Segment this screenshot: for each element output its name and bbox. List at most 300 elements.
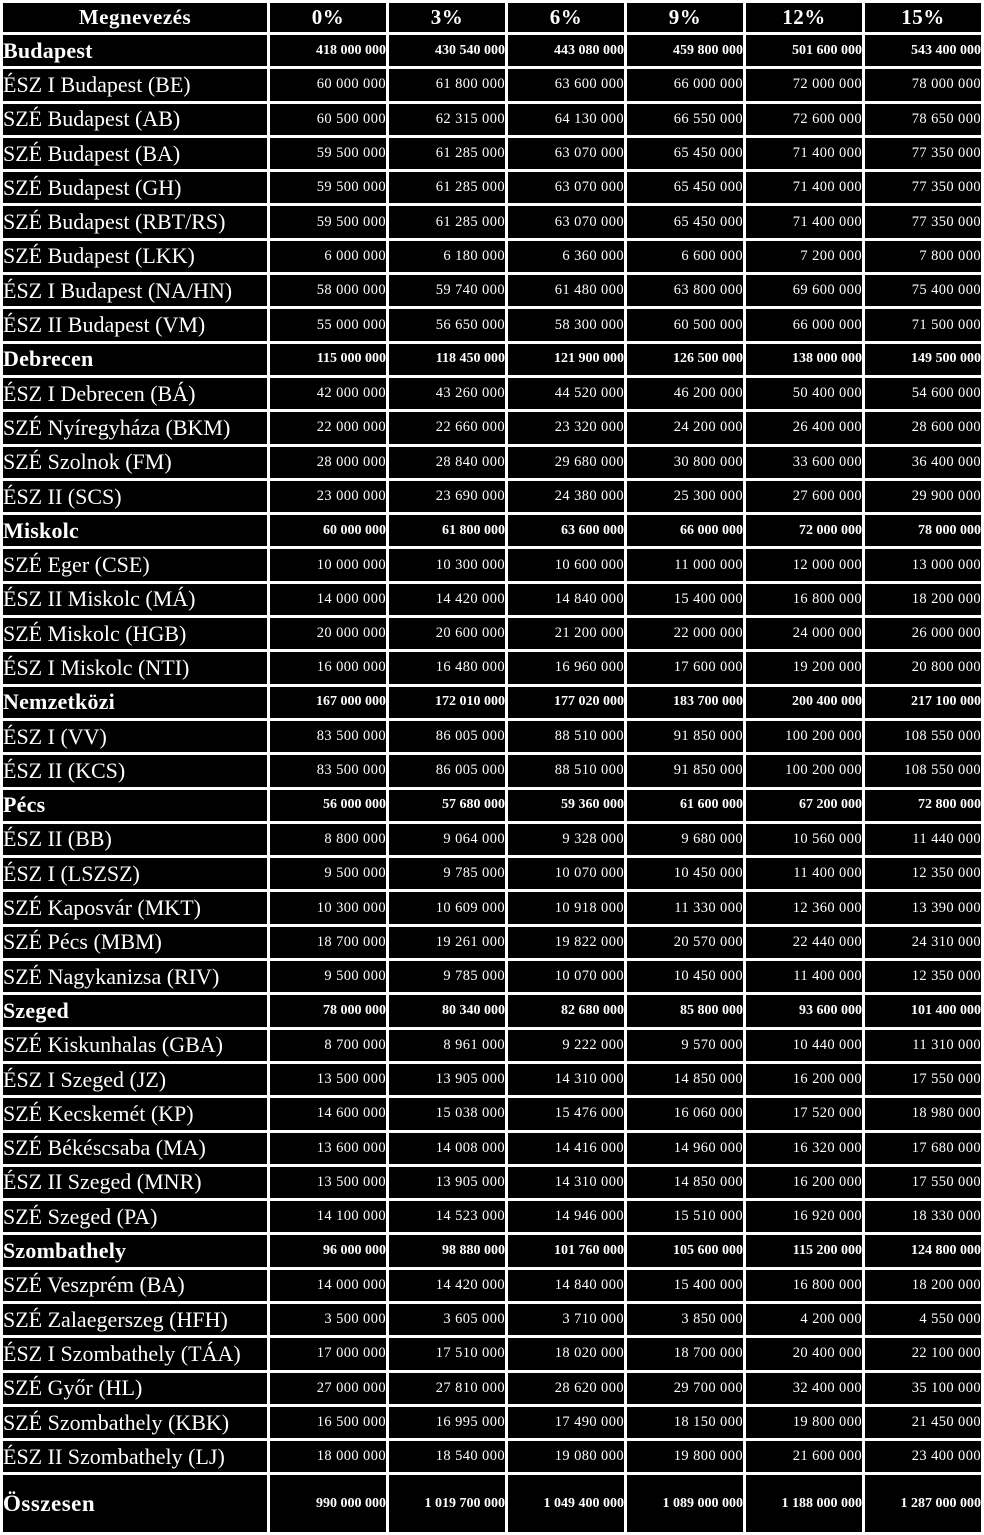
value-cell: 12 000 000 <box>746 549 862 580</box>
value-cell: 21 600 000 <box>746 1441 862 1472</box>
value-cell: 60 500 000 <box>270 104 386 135</box>
value-cell: 22 660 000 <box>389 412 505 443</box>
value-cell: 13 905 000 <box>389 1064 505 1095</box>
value-cell: 11 440 000 <box>865 824 981 855</box>
table-row <box>3 241 981 272</box>
table-row <box>3 549 981 580</box>
value-cell: 4 200 000 <box>746 1304 862 1335</box>
value-cell: 7 800 000 <box>865 241 981 272</box>
value-cell: 60 500 000 <box>627 309 743 340</box>
value-cell: 24 310 000 <box>865 927 981 958</box>
value-cell: 71 500 000 <box>865 309 981 340</box>
value-cell: 543 400 000 <box>865 35 981 66</box>
value-cell: 10 300 000 <box>270 892 386 923</box>
row-name-cell: ÉSZ I (VV) <box>3 721 267 752</box>
row-name-cell: ÉSZ I Debrecen (BÁ) <box>3 378 267 409</box>
table-row <box>3 275 981 306</box>
value-cell: 28 620 000 <box>508 1373 624 1404</box>
row-name-cell: SZÉ Szolnok (FM) <box>3 447 267 478</box>
value-cell: 23 400 000 <box>865 1441 981 1472</box>
value-cell: 19 800 000 <box>746 1407 862 1438</box>
table-row <box>3 652 981 683</box>
value-cell: 10 560 000 <box>746 824 862 855</box>
value-cell: 12 350 000 <box>865 858 981 889</box>
table-row <box>3 721 981 752</box>
table-row <box>3 1304 981 1335</box>
value-cell: 59 500 000 <box>270 172 386 203</box>
value-cell: 6 360 000 <box>508 241 624 272</box>
row-name-cell: ÉSZ II Szeged (MNR) <box>3 1167 267 1198</box>
value-cell: 20 400 000 <box>746 1338 862 1369</box>
value-cell: 57 680 000 <box>389 790 505 821</box>
value-cell: 27 000 000 <box>270 1373 386 1404</box>
value-cell: 14 000 000 <box>270 584 386 615</box>
row-name-cell: SZÉ Budapest (AB) <box>3 104 267 135</box>
group-row <box>3 515 981 546</box>
value-cell: 18 020 000 <box>508 1338 624 1369</box>
value-cell: 59 360 000 <box>508 790 624 821</box>
group-row <box>3 1235 981 1266</box>
table-row <box>3 1098 981 1129</box>
row-name-cell: ÉSZ I Szeged (JZ) <box>3 1064 267 1095</box>
value-cell: 86 005 000 <box>389 755 505 786</box>
value-cell: 22 100 000 <box>865 1338 981 1369</box>
header-3pct: 3% <box>389 3 505 32</box>
value-cell: 77 350 000 <box>865 172 981 203</box>
value-cell: 501 600 000 <box>746 35 862 66</box>
value-cell: 25 300 000 <box>627 481 743 512</box>
table-row <box>3 378 981 409</box>
table-row <box>3 858 981 889</box>
value-cell: 16 000 000 <box>270 652 386 683</box>
value-cell: 18 150 000 <box>627 1407 743 1438</box>
value-cell: 20 000 000 <box>270 618 386 649</box>
value-cell: 200 400 000 <box>746 687 862 718</box>
value-cell: 54 600 000 <box>865 378 981 409</box>
value-cell: 10 000 000 <box>270 549 386 580</box>
value-cell: 108 550 000 <box>865 721 981 752</box>
value-cell: 59 740 000 <box>389 275 505 306</box>
value-cell: 16 800 000 <box>746 584 862 615</box>
value-cell: 10 070 000 <box>508 858 624 889</box>
row-name-cell: ÉSZ II Budapest (VM) <box>3 309 267 340</box>
value-cell: 55 000 000 <box>270 309 386 340</box>
value-cell: 11 400 000 <box>746 858 862 889</box>
table-row <box>3 172 981 203</box>
value-cell: 9 222 000 <box>508 1030 624 1061</box>
value-cell: 10 609 000 <box>389 892 505 923</box>
value-cell: 16 995 000 <box>389 1407 505 1438</box>
row-name-cell: SZÉ Győr (HL) <box>3 1373 267 1404</box>
value-cell: 29 900 000 <box>865 481 981 512</box>
value-cell: 14 850 000 <box>627 1167 743 1198</box>
value-cell: 77 350 000 <box>865 206 981 237</box>
value-cell: 63 600 000 <box>508 515 624 546</box>
value-cell: 78 000 000 <box>865 515 981 546</box>
value-cell: 35 100 000 <box>865 1373 981 1404</box>
value-cell: 24 000 000 <box>746 618 862 649</box>
table-row <box>3 481 981 512</box>
value-cell: 20 600 000 <box>389 618 505 649</box>
value-cell: 11 000 000 <box>627 549 743 580</box>
value-cell: 1 188 000 000 <box>746 1475 862 1532</box>
table-row <box>3 755 981 786</box>
value-cell: 15 476 000 <box>508 1098 624 1129</box>
value-cell: 16 200 000 <box>746 1064 862 1095</box>
value-cell: 443 080 000 <box>508 35 624 66</box>
value-cell: 29 680 000 <box>508 447 624 478</box>
value-cell: 98 880 000 <box>389 1235 505 1266</box>
header-row <box>3 3 981 32</box>
value-cell: 59 500 000 <box>270 138 386 169</box>
row-name-cell: SZÉ Nagykanizsa (RIV) <box>3 961 267 992</box>
value-cell: 9 570 000 <box>627 1030 743 1061</box>
value-cell: 29 700 000 <box>627 1373 743 1404</box>
row-name-cell: ÉSZ II (KCS) <box>3 755 267 786</box>
value-cell: 15 510 000 <box>627 1201 743 1232</box>
value-cell: 33 600 000 <box>746 447 862 478</box>
value-cell: 17 000 000 <box>270 1338 386 1369</box>
row-name-cell: ÉSZ I Szombathely (TÁA) <box>3 1338 267 1369</box>
value-cell: 100 200 000 <box>746 755 862 786</box>
value-cell: 61 285 000 <box>389 206 505 237</box>
value-cell: 16 500 000 <box>270 1407 386 1438</box>
value-cell: 85 800 000 <box>627 995 743 1026</box>
value-cell: 105 600 000 <box>627 1235 743 1266</box>
value-cell: 44 520 000 <box>508 378 624 409</box>
value-cell: 36 400 000 <box>865 447 981 478</box>
value-cell: 17 490 000 <box>508 1407 624 1438</box>
value-cell: 17 510 000 <box>389 1338 505 1369</box>
value-cell: 27 810 000 <box>389 1373 505 1404</box>
value-cell: 20 570 000 <box>627 927 743 958</box>
value-cell: 10 450 000 <box>627 858 743 889</box>
value-cell: 17 520 000 <box>746 1098 862 1129</box>
row-name-cell: SZÉ Kecskemét (KP) <box>3 1098 267 1129</box>
value-cell: 6 000 000 <box>270 241 386 272</box>
value-cell: 16 960 000 <box>508 652 624 683</box>
value-cell: 9 064 000 <box>389 824 505 855</box>
value-cell: 71 400 000 <box>746 138 862 169</box>
value-cell: 22 440 000 <box>746 927 862 958</box>
value-cell: 18 540 000 <box>389 1441 505 1472</box>
value-cell: 1 287 000 000 <box>865 1475 981 1532</box>
row-name-cell: Összesen <box>3 1475 267 1532</box>
row-name-cell: SZÉ Pécs (MBM) <box>3 927 267 958</box>
value-cell: 61 285 000 <box>389 138 505 169</box>
row-name-cell: ÉSZ I Miskolc (NTI) <box>3 652 267 683</box>
value-cell: 42 000 000 <box>270 378 386 409</box>
value-cell: 19 200 000 <box>746 652 862 683</box>
header-12pct: 12% <box>746 3 862 32</box>
value-cell: 93 600 000 <box>746 995 862 1026</box>
value-cell: 28 000 000 <box>270 447 386 478</box>
value-cell: 19 261 000 <box>389 927 505 958</box>
value-cell: 18 200 000 <box>865 584 981 615</box>
value-cell: 23 000 000 <box>270 481 386 512</box>
table-row <box>3 618 981 649</box>
value-cell: 32 400 000 <box>746 1373 862 1404</box>
row-name-cell: SZÉ Eger (CSE) <box>3 549 267 580</box>
value-cell: 124 800 000 <box>865 1235 981 1266</box>
value-cell: 14 840 000 <box>508 584 624 615</box>
value-cell: 78 650 000 <box>865 104 981 135</box>
table-row <box>3 104 981 135</box>
value-cell: 61 800 000 <box>389 515 505 546</box>
table-row <box>3 892 981 923</box>
value-cell: 11 400 000 <box>746 961 862 992</box>
value-cell: 46 200 000 <box>627 378 743 409</box>
value-cell: 83 500 000 <box>270 721 386 752</box>
row-name-cell: SZÉ Budapest (LKK) <box>3 241 267 272</box>
table-row <box>3 1201 981 1232</box>
row-name-cell: ÉSZ II Szombathely (LJ) <box>3 1441 267 1472</box>
value-cell: 14 850 000 <box>627 1064 743 1095</box>
row-name-cell: SZÉ Zalaegerszeg (HFH) <box>3 1304 267 1335</box>
value-cell: 50 400 000 <box>746 378 862 409</box>
value-cell: 63 070 000 <box>508 138 624 169</box>
value-cell: 28 600 000 <box>865 412 981 443</box>
value-cell: 17 680 000 <box>865 1133 981 1164</box>
row-name-cell: Debrecen <box>3 344 267 375</box>
value-cell: 16 800 000 <box>746 1270 862 1301</box>
value-cell: 13 390 000 <box>865 892 981 923</box>
table-row <box>3 447 981 478</box>
value-cell: 9 328 000 <box>508 824 624 855</box>
row-name-cell: SZÉ Békéscsaba (MA) <box>3 1133 267 1164</box>
value-cell: 8 961 000 <box>389 1030 505 1061</box>
value-cell: 10 918 000 <box>508 892 624 923</box>
value-cell: 72 000 000 <box>746 69 862 100</box>
value-cell: 8 700 000 <box>270 1030 386 1061</box>
value-cell: 177 020 000 <box>508 687 624 718</box>
value-cell: 72 600 000 <box>746 104 862 135</box>
row-name-cell: SZÉ Szombathely (KBK) <box>3 1407 267 1438</box>
value-cell: 75 400 000 <box>865 275 981 306</box>
value-cell: 459 800 000 <box>627 35 743 66</box>
value-cell: 63 600 000 <box>508 69 624 100</box>
value-cell: 17 600 000 <box>627 652 743 683</box>
value-cell: 71 400 000 <box>746 206 862 237</box>
value-cell: 6 180 000 <box>389 241 505 272</box>
value-cell: 23 690 000 <box>389 481 505 512</box>
table-row <box>3 1373 981 1404</box>
value-cell: 88 510 000 <box>508 755 624 786</box>
value-cell: 22 000 000 <box>270 412 386 443</box>
row-name-cell: ÉSZ I (LSZSZ) <box>3 858 267 889</box>
value-cell: 100 200 000 <box>746 721 862 752</box>
total-row <box>3 1475 981 1532</box>
value-cell: 18 700 000 <box>627 1338 743 1369</box>
value-cell: 149 500 000 <box>865 344 981 375</box>
value-cell: 14 000 000 <box>270 1270 386 1301</box>
row-name-cell: ÉSZ II (BB) <box>3 824 267 855</box>
value-cell: 12 360 000 <box>746 892 862 923</box>
value-cell: 60 000 000 <box>270 69 386 100</box>
value-cell: 65 450 000 <box>627 206 743 237</box>
value-cell: 14 600 000 <box>270 1098 386 1129</box>
value-cell: 9 500 000 <box>270 858 386 889</box>
table-row <box>3 1030 981 1061</box>
table-row <box>3 1407 981 1438</box>
value-cell: 16 480 000 <box>389 652 505 683</box>
value-cell: 66 000 000 <box>627 515 743 546</box>
value-cell: 10 300 000 <box>389 549 505 580</box>
value-cell: 183 700 000 <box>627 687 743 718</box>
row-name-cell: Budapest <box>3 35 267 66</box>
row-name-cell: Pécs <box>3 790 267 821</box>
value-cell: 14 310 000 <box>508 1064 624 1095</box>
value-cell: 64 130 000 <box>508 104 624 135</box>
value-cell: 10 600 000 <box>508 549 624 580</box>
value-cell: 15 400 000 <box>627 1270 743 1301</box>
value-cell: 16 200 000 <box>746 1167 862 1198</box>
table-row <box>3 412 981 443</box>
value-cell: 418 000 000 <box>270 35 386 66</box>
value-cell: 14 310 000 <box>508 1167 624 1198</box>
value-cell: 43 260 000 <box>389 378 505 409</box>
value-cell: 14 840 000 <box>508 1270 624 1301</box>
value-cell: 24 200 000 <box>627 412 743 443</box>
value-cell: 19 822 000 <box>508 927 624 958</box>
table-row <box>3 1338 981 1369</box>
header-0pct: 0% <box>270 3 386 32</box>
table-row <box>3 1270 981 1301</box>
table-row <box>3 69 981 100</box>
value-cell: 9 785 000 <box>389 961 505 992</box>
table-row <box>3 1064 981 1095</box>
value-cell: 61 800 000 <box>389 69 505 100</box>
value-cell: 66 000 000 <box>627 69 743 100</box>
value-cell: 56 000 000 <box>270 790 386 821</box>
row-name-cell: SZÉ Veszprém (BA) <box>3 1270 267 1301</box>
group-row <box>3 344 981 375</box>
value-cell: 172 010 000 <box>389 687 505 718</box>
value-cell: 17 550 000 <box>865 1064 981 1095</box>
value-cell: 88 510 000 <box>508 721 624 752</box>
value-cell: 20 800 000 <box>865 652 981 683</box>
value-cell: 14 416 000 <box>508 1133 624 1164</box>
value-cell: 18 980 000 <box>865 1098 981 1129</box>
value-cell: 9 680 000 <box>627 824 743 855</box>
table-row <box>3 961 981 992</box>
value-cell: 66 000 000 <box>746 309 862 340</box>
value-cell: 14 008 000 <box>389 1133 505 1164</box>
value-cell: 14 946 000 <box>508 1201 624 1232</box>
value-cell: 9 500 000 <box>270 961 386 992</box>
value-cell: 83 500 000 <box>270 755 386 786</box>
table-row <box>3 206 981 237</box>
value-cell: 21 450 000 <box>865 1407 981 1438</box>
value-cell: 126 500 000 <box>627 344 743 375</box>
value-cell: 72 000 000 <box>746 515 862 546</box>
value-cell: 14 523 000 <box>389 1201 505 1232</box>
value-cell: 3 500 000 <box>270 1304 386 1335</box>
value-cell: 8 800 000 <box>270 824 386 855</box>
row-name-cell: Szombathely <box>3 1235 267 1266</box>
value-cell: 69 600 000 <box>746 275 862 306</box>
row-name-cell: SZÉ Budapest (RBT/RS) <box>3 206 267 237</box>
row-name-cell: SZÉ Szeged (PA) <box>3 1201 267 1232</box>
value-cell: 61 285 000 <box>389 172 505 203</box>
value-cell: 60 000 000 <box>270 515 386 546</box>
value-cell: 6 600 000 <box>627 241 743 272</box>
header-15pct: 15% <box>865 3 981 32</box>
value-cell: 62 315 000 <box>389 104 505 135</box>
row-name-cell: SZÉ Kiskunhalas (GBA) <box>3 1030 267 1061</box>
value-cell: 16 320 000 <box>746 1133 862 1164</box>
row-name-cell: SZÉ Miskolc (HGB) <box>3 618 267 649</box>
value-cell: 63 800 000 <box>627 275 743 306</box>
value-cell: 138 000 000 <box>746 344 862 375</box>
value-cell: 11 330 000 <box>627 892 743 923</box>
value-cell: 7 200 000 <box>746 241 862 272</box>
value-cell: 67 200 000 <box>746 790 862 821</box>
row-name-cell: SZÉ Budapest (GH) <box>3 172 267 203</box>
value-cell: 58 000 000 <box>270 275 386 306</box>
table-row <box>3 138 981 169</box>
value-cell: 10 440 000 <box>746 1030 862 1061</box>
table-row <box>3 584 981 615</box>
row-name-cell: Szeged <box>3 995 267 1026</box>
row-name-cell: SZÉ Budapest (BA) <box>3 138 267 169</box>
value-cell: 72 800 000 <box>865 790 981 821</box>
header-6pct: 6% <box>508 3 624 32</box>
value-cell: 65 450 000 <box>627 138 743 169</box>
value-cell: 167 000 000 <box>270 687 386 718</box>
value-cell: 118 450 000 <box>389 344 505 375</box>
value-cell: 19 800 000 <box>627 1441 743 1472</box>
value-cell: 18 330 000 <box>865 1201 981 1232</box>
row-name-cell: ÉSZ I Budapest (NA/HN) <box>3 275 267 306</box>
group-row <box>3 790 981 821</box>
value-cell: 10 070 000 <box>508 961 624 992</box>
value-cell: 82 680 000 <box>508 995 624 1026</box>
value-cell: 13 905 000 <box>389 1167 505 1198</box>
value-cell: 63 070 000 <box>508 172 624 203</box>
value-cell: 91 850 000 <box>627 721 743 752</box>
value-cell: 430 540 000 <box>389 35 505 66</box>
value-cell: 66 550 000 <box>627 104 743 135</box>
value-cell: 1 089 000 000 <box>627 1475 743 1532</box>
value-cell: 65 450 000 <box>627 172 743 203</box>
value-cell: 3 605 000 <box>389 1304 505 1335</box>
row-name-cell: ÉSZ II Miskolc (MÁ) <box>3 584 267 615</box>
row-name-cell: SZÉ Nyíregyháza (BKM) <box>3 412 267 443</box>
value-cell: 12 350 000 <box>865 961 981 992</box>
group-row <box>3 995 981 1026</box>
value-cell: 30 800 000 <box>627 447 743 478</box>
group-row <box>3 35 981 66</box>
value-cell: 22 000 000 <box>627 618 743 649</box>
value-cell: 115 200 000 <box>746 1235 862 1266</box>
value-cell: 78 000 000 <box>865 69 981 100</box>
value-cell: 13 600 000 <box>270 1133 386 1164</box>
value-cell: 80 340 000 <box>389 995 505 1026</box>
value-cell: 14 960 000 <box>627 1133 743 1164</box>
value-cell: 21 200 000 <box>508 618 624 649</box>
value-cell: 990 000 000 <box>270 1475 386 1532</box>
value-cell: 19 080 000 <box>508 1441 624 1472</box>
value-cell: 18 200 000 <box>865 1270 981 1301</box>
value-cell: 24 380 000 <box>508 481 624 512</box>
value-cell: 108 550 000 <box>865 755 981 786</box>
row-name-cell: Miskolc <box>3 515 267 546</box>
value-cell: 9 785 000 <box>389 858 505 889</box>
table-row <box>3 1167 981 1198</box>
table-body <box>3 35 981 1532</box>
value-cell: 13 000 000 <box>865 549 981 580</box>
